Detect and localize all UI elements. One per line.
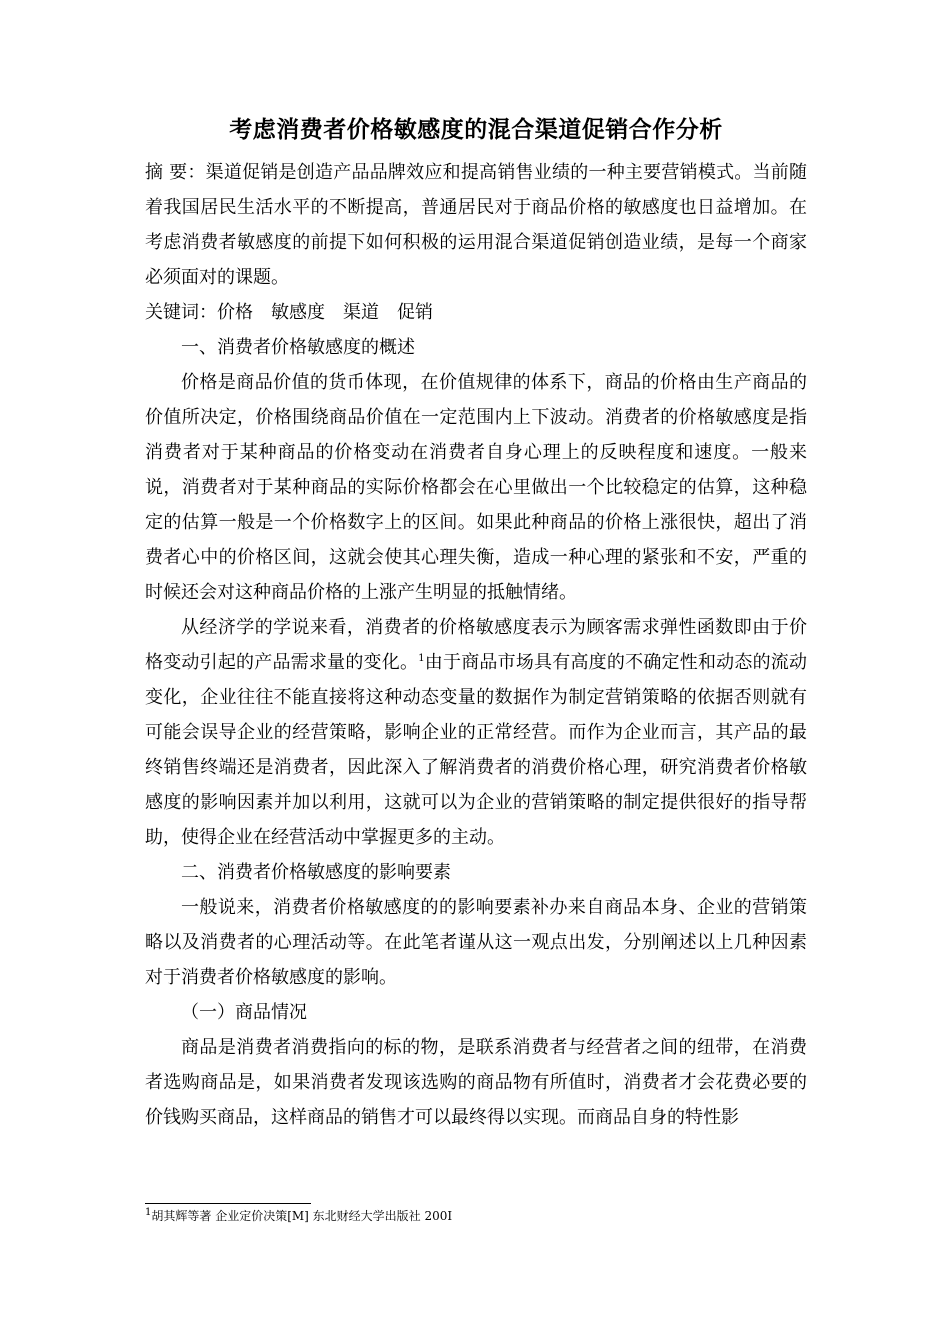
footnote-reference: 1 (418, 653, 425, 664)
subsection-heading: （一）商品情况 (181, 1002, 307, 1023)
paragraph-with-citation (145, 610, 807, 855)
paragraph-text: 从经济学的学说来看，消费者的价格敏感度表示为顾客需求弹性函数即由于价格变动引起的产品需求量的变化。 (145, 617, 807, 673)
footnote-divider (145, 1203, 311, 1204)
page-title: 考虑消费者价格敏感度的混合渠道促销合作分析 (229, 117, 723, 143)
section-heading-1: 一、消费者价格敏感度的概述 (181, 337, 415, 358)
keyword-item: 促销 (397, 302, 433, 323)
abstract-text: 渠道促销是创造产品品牌效应和提高销售业绩的一种主要营销模式。当前随着我国居民生活水平的不断提高，普通居民对于商品价格的敏感度也日益增加。在考虑消费者敏感度的前提下如何积极的运用混合渠道促销创造业绩，是每一个商家必须面对的课题。 (145, 162, 807, 288)
keywords-label: 关键词： (145, 302, 217, 323)
keyword-item: 渠道 (343, 302, 379, 323)
footnote (145, 1208, 807, 1224)
abstract-label: 摘 要： (145, 162, 206, 183)
document-body (145, 115, 807, 1135)
paragraph: 商品是消费者消费指向的标的物，是联系消费者与经营者之间的纽带，在消费者选购商品是，如果消费者发现该选购的商品物有所值时，消费者才会花费必要的价钱购买商品，这样商品的销售才可以最终得以实现。而商品自身的特性影 (145, 1037, 807, 1128)
paragraph: 价格是商品价值的货币体现，在价值规律的体系下，商品的价格由生产商品的价值所决定，价格围绕商品价值在一定范围内上下波动。消费者的价格敏感度是指消费者对于某种商品的价格变动在消费者自身心理上的反映程度和速度。一般来说，消费者对于某种商品的实际价格都会在心里做出一个比较稳定的估算，这种稳定的估算一般是一个价格数字上的区间。如果此种商品的价格上涨很快，超出了消费者心中的价格区间，这就会使其心理失衡，造成一种心理的紧张和不安，严重的时候还会对这种商品价格的上涨产生明显的抵触情绪。 (145, 372, 807, 603)
footnote-marker: 1 (145, 1207, 152, 1218)
section-heading-2: 二、消费者价格敏感度的影响要素 (181, 862, 451, 883)
keyword-item: 敏感度 (271, 302, 325, 323)
keywords (145, 295, 807, 330)
footnote-text: 胡其辉等著 企业定价决策[M] 东北财经大学出版社 200I (151, 1209, 453, 1223)
paragraph-text: 由于商品市场具有高度的不确定性和动态的流动变化，企业往往不能直接将这种动态变量的数据作为制定营销策略的依据否则就有可能会误导企业的经营策略，影响企业的正常经营。而作为企业而言，其产品的最终销售终端还是消费者，因此深入了解消费者的消费价格心理，研究消费者价格敏感度的影响因素并加以利用，这就可以为企业的营销策略的制定提供很好的指导帮助，使得企业在经营活动中掌握更多的主动。 (145, 652, 808, 848)
abstract (145, 155, 807, 295)
paragraph: 一般说来，消费者价格敏感度的的影响要素补办来自商品本身、企业的营销策略以及消费者的心理活动等。在此笔者谨从这一观点出发，分别阐述以上几种因素对于消费者价格敏感度的影响。 (145, 897, 807, 988)
footnote-area (145, 1203, 807, 1224)
keyword-item: 价格 (217, 302, 253, 323)
